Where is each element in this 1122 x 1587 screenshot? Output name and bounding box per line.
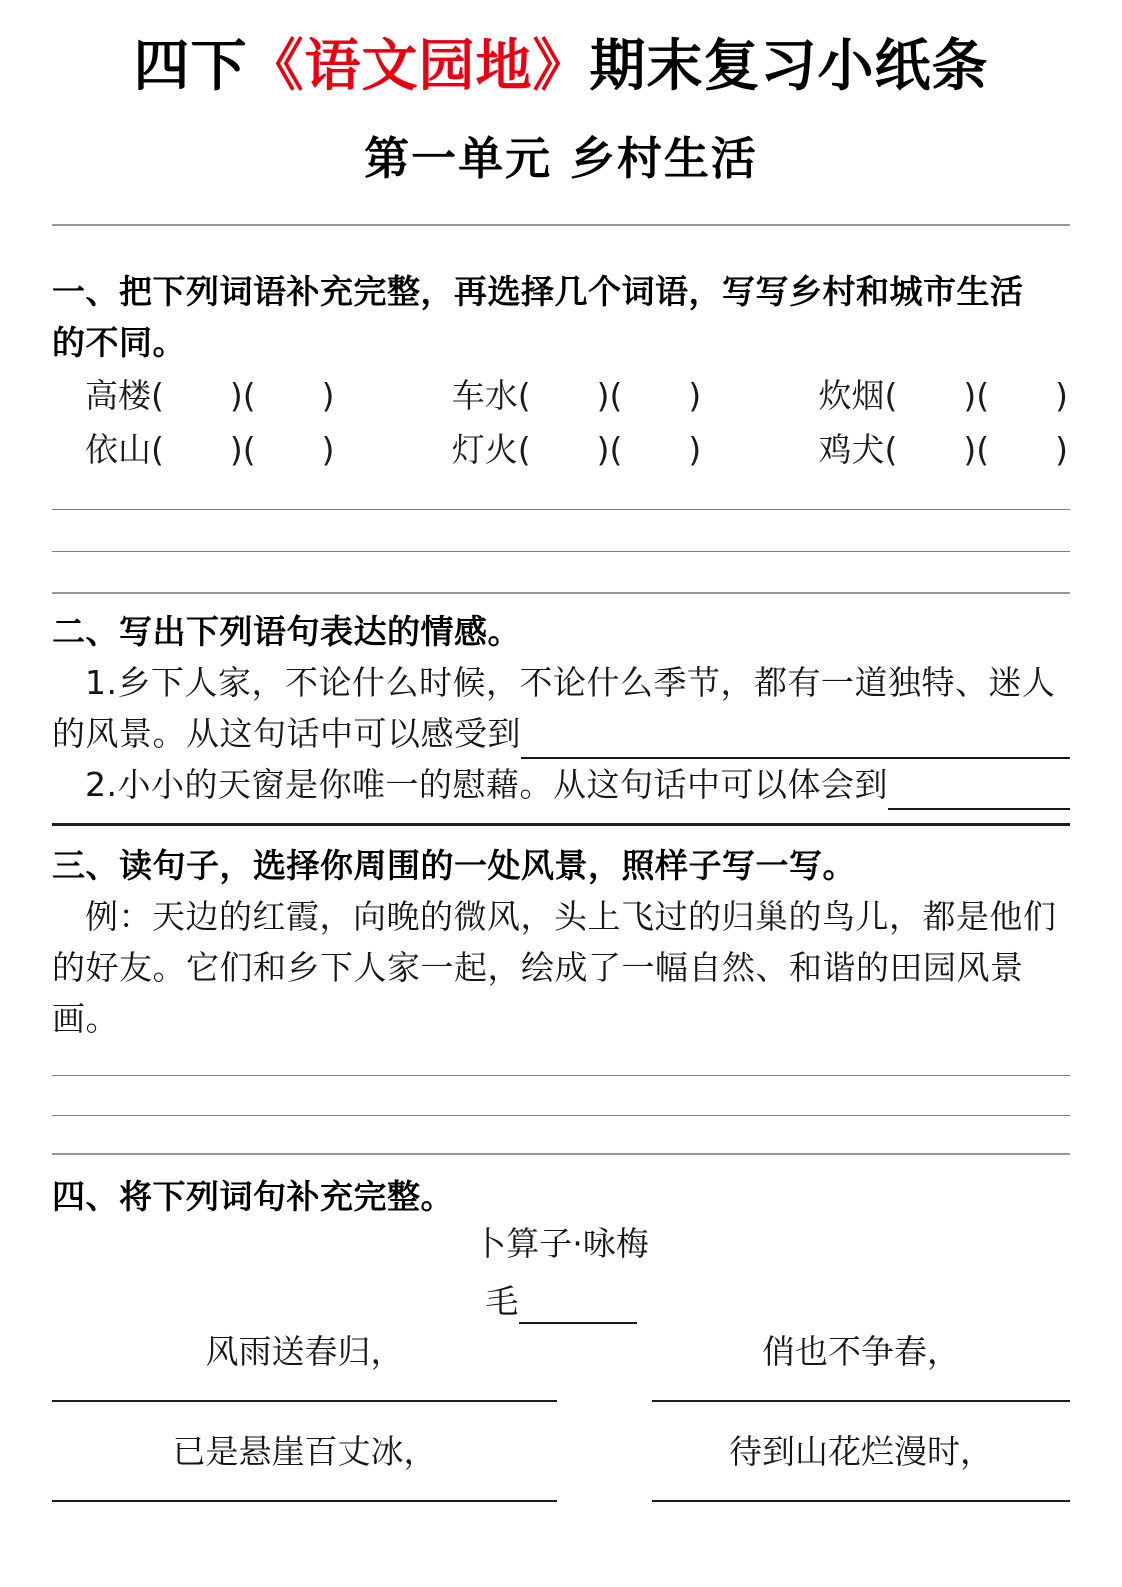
- answer-blank: [652, 1374, 1070, 1402]
- poem-row-1: [52, 1330, 1070, 1374]
- answer-continuation-line: [52, 810, 1070, 826]
- section-divider: [52, 592, 1070, 594]
- word-fill-row: [52, 428, 1070, 472]
- section2-item2: [52, 759, 1070, 810]
- word-blank: 车水( )( ): [451, 375, 702, 415]
- writing-line: [52, 1076, 1070, 1116]
- title-divider: [52, 224, 1070, 226]
- poem-title: 卜算子·咏梅: [473, 1223, 649, 1263]
- word-blank: 依山( )( ): [85, 429, 335, 469]
- poem-line: 待到山花烂漫时，: [729, 1431, 993, 1471]
- word-fill-row: [52, 374, 1070, 418]
- writing-line: [52, 510, 1070, 552]
- section1-heading: [52, 266, 1070, 368]
- section1-heading-line2: 的不同。: [52, 322, 186, 362]
- section3-example-line2: 的好友。它们和乡下人家一起，绘成了一幅自然、和谐的田园风景画。: [52, 947, 1024, 1038]
- section3-example-line1: 例：天边的红霞，向晚的微风，头上飞过的归巢的鸟儿，都是他们: [85, 896, 1057, 936]
- word-blank: 鸡犬( )( ): [818, 429, 1068, 469]
- section2-item1-line2: [52, 708, 1070, 759]
- poem-row-2: [52, 1430, 1070, 1474]
- section2-item1-line2-text: 的风景。从这句话中可以感受到: [52, 713, 521, 753]
- section2-item2-text: 2.小小的天窗是你唯一的慰藉。从这句话中可以体会到: [85, 764, 888, 804]
- answer-blank: [52, 1374, 557, 1402]
- word-blank: 灯火( )( ): [451, 429, 702, 469]
- answer-blank: [52, 1474, 557, 1502]
- writing-line: [52, 472, 1070, 510]
- unit-subtitle: 第一单元 乡村生活: [364, 132, 758, 186]
- section4-heading: 四、将下列词句补充完整。: [52, 1176, 454, 1216]
- poem-line: 风雨送春归，: [205, 1331, 404, 1371]
- title-prefix: 四下: [133, 33, 248, 99]
- answer-blank: [652, 1474, 1070, 1502]
- title-highlight: 《语文园地》: [247, 33, 590, 99]
- word-blank: 高楼( )( ): [85, 375, 335, 415]
- writing-line: [52, 1044, 1070, 1076]
- section3-heading: 三、读句子，选择你周围的一处风景，照样子写一写。: [52, 845, 856, 885]
- section2-heading: 二、写出下列语句表达的情感。: [52, 611, 521, 651]
- section2-item1-line1: 1.乡下人家，不论什么时候，不论什么季节，都有一道独特、迷人: [85, 662, 1056, 702]
- word-blank: 炊烟( )( ): [818, 375, 1068, 415]
- title-suffix: 期末复习小纸条: [589, 33, 989, 99]
- poem-blank-row-1: [52, 1374, 1070, 1402]
- section1-heading-line1: 一、把下列词语补充完整，再选择几个词语，写写乡村和城市生活: [52, 271, 1024, 311]
- section-divider: [52, 1153, 1070, 1155]
- answer-blank: [521, 719, 1070, 759]
- poem-line: 俏也不争春，: [762, 1331, 960, 1371]
- page-title: [52, 34, 1070, 98]
- poem-author-prefix: 毛: [485, 1281, 519, 1321]
- poem-line: 已是悬崖百丈冰，: [172, 1431, 437, 1471]
- answer-blank: [519, 1284, 637, 1324]
- poem-author-row: [52, 1280, 1070, 1324]
- answer-blank: [888, 770, 1070, 810]
- poem-blank-row-2: [52, 1474, 1070, 1502]
